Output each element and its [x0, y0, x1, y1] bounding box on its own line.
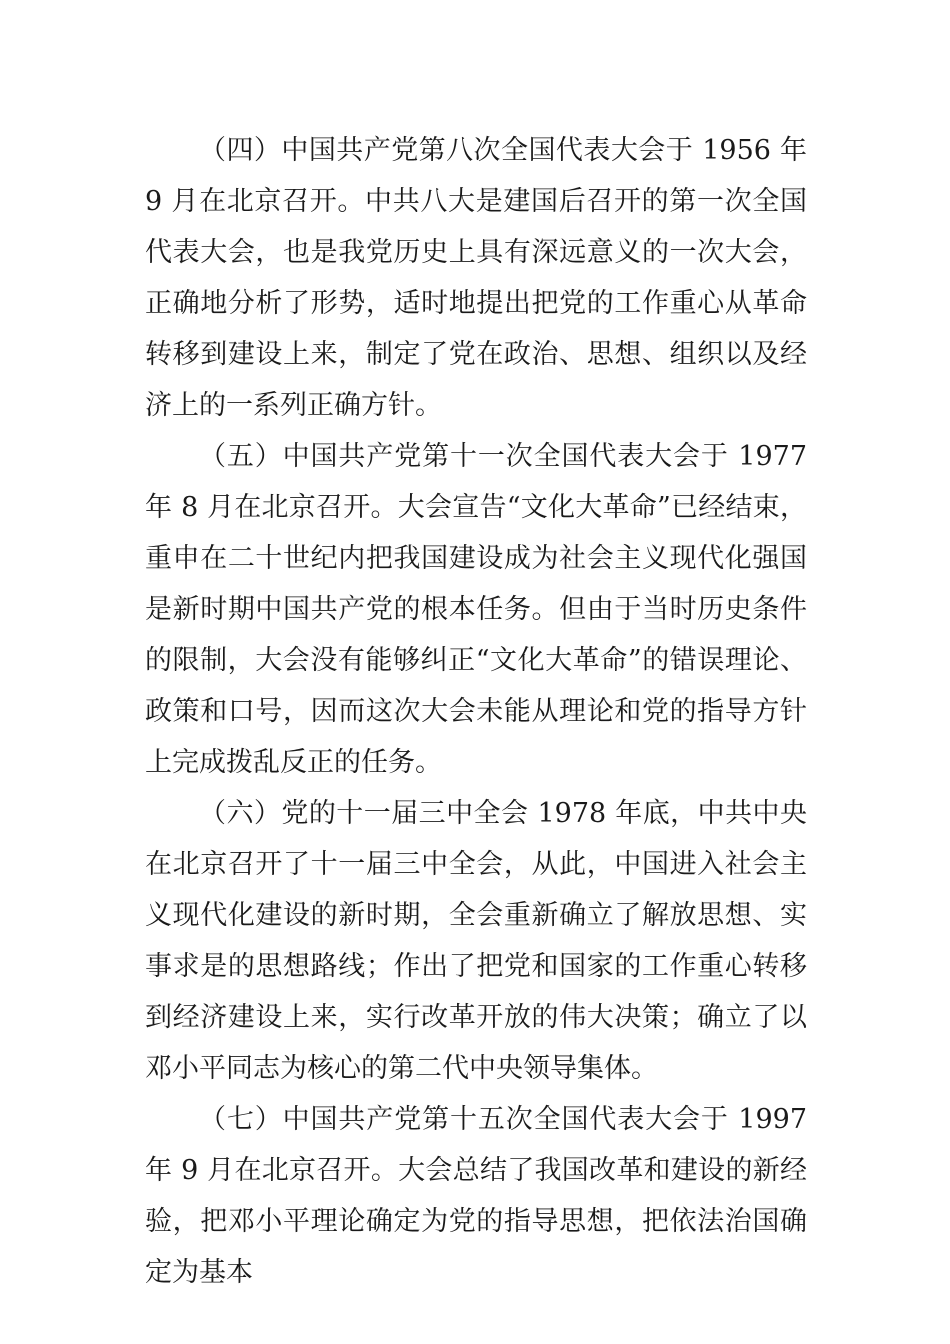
paragraph-third-plenum: （六）党的十一届三中全会 1978 年底，中共中央在北京召开了十一届三中全会，从此，中国进入社会主义现代化建设的新时期，全会重新确立了解放思想、实事求是的思想路线；作出了把党和国家的工作重心转移到经济建设上来，实行改革开放的伟大决策；确立了以邓小平同志为核心的第二代中央领导集体。	[145, 798, 807, 1084]
document-body	[145, 125, 807, 1298]
paragraph-eleventh-congress: （五）中国共产党第十一次全国代表大会于 1977 年 8 月在北京召开。大会宣告“文化大革命”已经结束，重申在二十世纪内把我国建设成为社会主义现代化强国是新时期中国共产党的根本任务。但由于当时历史条件的限制，大会没有能够纠正“文化大革命”的错误理论、政策和口号，因而这次大会未能从理论和党的指导方针上完成拨乱反正的任务。	[145, 441, 807, 778]
paragraph-eighth-congress: （四）中国共产党第八次全国代表大会于 1956 年 9 月在北京召开。中共八大是建国后召开的第一次全国代表大会，也是我党历史上具有深远意义的一次大会，正确地分析了形势，适时地提出把党的工作重心从革命转移到建设上来，制定了党在政治、思想、组织以及经济上的一系列正确方针。	[145, 135, 807, 421]
paragraph-fifteenth-congress: （七）中国共产党第十五次全国代表大会于 1997 年 9 月在北京召开。大会总结了我国改革和建设的新经验，把邓小平理论确定为党的指导思想，把依法治国确定为基本	[145, 1104, 807, 1288]
